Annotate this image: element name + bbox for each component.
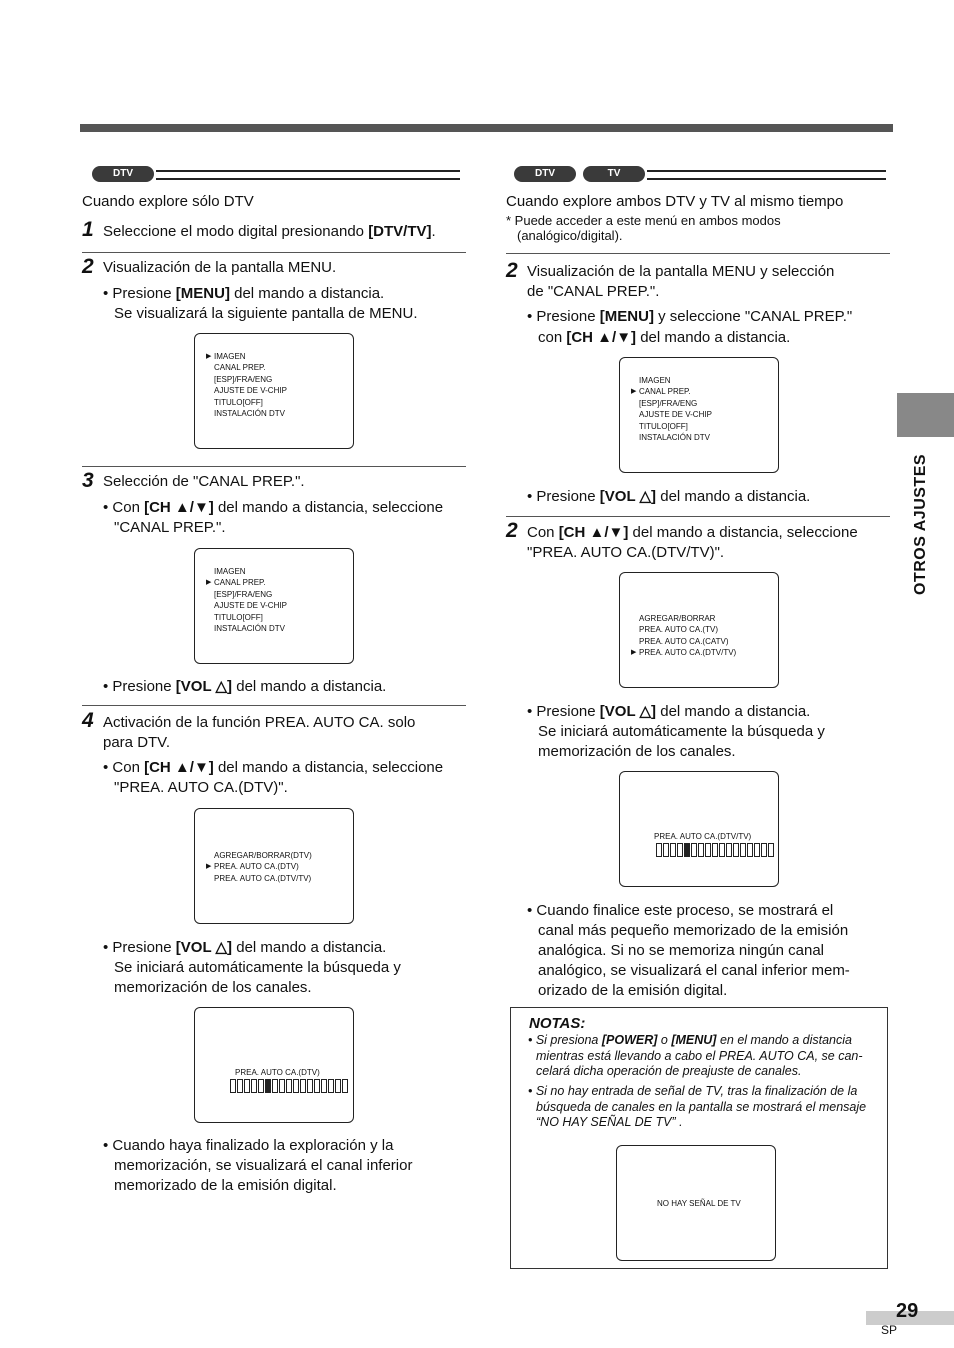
- text-line: • Cuando finalice este proceso, se mostrará el: [527, 902, 834, 919]
- ch-key: [CH ▲/▼]: [144, 499, 214, 516]
- step-bullet: [103, 284, 384, 304]
- scan-progress-bar: [230, 1079, 348, 1093]
- menu-list: [639, 613, 736, 659]
- bullet-text: del mando a distancia.: [656, 488, 811, 505]
- tv-tag: TV: [583, 166, 645, 182]
- menu-item: [ESP]/FRA/ENG: [214, 374, 273, 384]
- scan-progress-bar: [656, 843, 774, 857]
- menu-item: INSTALACIÓN DTV: [214, 624, 285, 634]
- bullet-text: y seleccione "CANAL PREP.": [653, 308, 853, 325]
- final-note: [527, 901, 897, 1001]
- note-line: • Si no hay entrada de señal de TV, tras la finalización de la: [528, 1084, 858, 1098]
- menu-item: AGREGAR/BORRAR: [639, 614, 716, 623]
- step-number: 2: [82, 255, 94, 278]
- bullet-text: del mando a distancia.: [636, 329, 791, 346]
- step-text: "PREA. AUTO CA.(DTV/TV)".: [527, 544, 725, 561]
- menu-item: PREA. AUTO CA.(DTV): [214, 862, 299, 872]
- scan-label: PREA. AUTO CA.(DTV/TV): [654, 832, 752, 841]
- menu-item: CANAL PREP.: [214, 363, 266, 373]
- step-text: Activación de la función PREA. AUTO CA. solo: [103, 714, 416, 731]
- menu-list: [639, 375, 712, 443]
- ch-key: [CH ▲/▼]: [566, 329, 637, 346]
- scan-screen: [619, 771, 779, 887]
- menu-screen: [194, 548, 354, 664]
- step-text: Selección de "CANAL PREP.".: [103, 473, 305, 490]
- bullet-text: del mando a distancia.: [656, 703, 811, 720]
- step-text: Seleccione el modo digital presionando: [103, 223, 369, 240]
- dtv-tv-key: [DTV/TV]: [368, 223, 432, 240]
- step-text: de "CANAL PREP.".: [527, 283, 660, 300]
- step-number: 2: [506, 519, 518, 542]
- menu-list: [214, 566, 287, 634]
- divider: [82, 252, 466, 253]
- final-note: [103, 1136, 473, 1196]
- menu-item: AJUSTE DE V-CHIP: [214, 386, 287, 396]
- note-text: en el mando a distancia: [716, 1033, 852, 1047]
- vol-key: [VOL △]: [175, 939, 233, 956]
- vol-key: [VOL △]: [599, 703, 657, 720]
- menu-item: TITULO[OFF]: [214, 397, 263, 407]
- page-language: SP: [881, 1323, 898, 1337]
- menu-screen: [619, 572, 779, 688]
- menu-item: [ESP]/FRA/ENG: [214, 589, 273, 599]
- step-bullet: [527, 307, 852, 327]
- bullet-text: • Presione: [527, 308, 600, 325]
- menu-screen: [194, 808, 354, 924]
- header-line: [647, 170, 886, 180]
- cursor-arrow-icon: ▶: [206, 353, 212, 360]
- divider: [506, 253, 890, 254]
- vol-key: [VOL △]: [175, 678, 233, 695]
- menu-screen: [194, 333, 354, 449]
- notes-box: [510, 1007, 888, 1269]
- note-1: [528, 1033, 883, 1080]
- text-line: memorizado de la emisión digital.: [114, 1177, 337, 1194]
- cursor-arrow-icon: ▶: [206, 863, 212, 870]
- menu-item: INSTALACIÓN DTV: [639, 433, 710, 443]
- notes-title: NOTAS:: [529, 1015, 586, 1032]
- step-bullet: [103, 498, 443, 518]
- bullet-text: • Presione: [103, 939, 176, 956]
- menu-item: TITULO[OFF]: [639, 421, 688, 431]
- step-text: para DTV.: [103, 734, 170, 751]
- step-text: Visualización de la pantalla MENU y selección: [527, 263, 835, 280]
- bullet-line: [527, 702, 897, 722]
- side-tab-label: OTROS AJUSTES: [912, 453, 929, 595]
- menu-item: PREA. AUTO CA.(DTV/TV): [639, 648, 737, 658]
- note-line: búsqueda de canales en la pantalla se mostrará el mensaje: [536, 1099, 867, 1114]
- step-bullet: [103, 758, 443, 778]
- menu-item: IMAGEN: [214, 352, 246, 361]
- step-end: .: [431, 223, 436, 240]
- bullet-line: "PREA. AUTO CA.(DTV)".: [114, 779, 288, 796]
- vol-instruction: [527, 702, 897, 762]
- power-key: [POWER]: [601, 1033, 658, 1047]
- bullet-line: [538, 328, 790, 348]
- bullet-text: del mando a distancia.: [229, 285, 385, 302]
- bullet-text: del mando a distancia, seleccione: [213, 499, 444, 516]
- note-line: celará dicha operación de preajuste de canales.: [536, 1064, 802, 1078]
- bullet-text: del mando a distancia, seleccione: [213, 759, 444, 776]
- right-heading: Cuando explore ambos DTV y TV al mismo tiempo: [506, 193, 844, 210]
- text-line: orizado de la emisión digital.: [538, 982, 728, 999]
- bullet-text: • Presione: [103, 285, 176, 302]
- access-note: (analógico/digital).: [517, 228, 623, 243]
- menu-item: IMAGEN: [639, 376, 671, 385]
- cursor-arrow-icon: ▶: [631, 388, 637, 395]
- menu-key: [MENU]: [175, 285, 230, 302]
- bullet-line: Se visualizará la siguiente pantalla de MENU.: [114, 305, 418, 322]
- menu-item: IMAGEN: [214, 567, 246, 576]
- note-text: o: [657, 1033, 672, 1047]
- step-number: 3: [82, 469, 94, 492]
- bullet-text: • Presione: [527, 488, 600, 505]
- note-line: [528, 1033, 883, 1049]
- menu-item: AJUSTE DE V-CHIP: [639, 410, 712, 420]
- text-line: analógico, se visualizará el canal inferior mem-: [538, 962, 850, 979]
- bullet-line: Se iniciará automáticamente la búsqueda y: [114, 959, 401, 976]
- bullet-line: "CANAL PREP.".: [114, 519, 226, 536]
- menu-item: CANAL PREP.: [214, 578, 266, 588]
- bullet-text: • Presione: [527, 703, 600, 720]
- bullet-text: • Con: [103, 759, 145, 776]
- vol-instruction: [103, 677, 386, 697]
- access-note: * Puede acceder a este menú en ambos modos: [506, 213, 781, 228]
- bullet-text: del mando a distancia.: [232, 939, 387, 956]
- bullet-text: • Con: [103, 499, 145, 516]
- text-line: • Cuando haya finalizado la exploración y la: [103, 1137, 394, 1154]
- divider: [82, 705, 466, 706]
- bullet-line: memorización de los canales.: [114, 979, 312, 996]
- menu-item: PREA. AUTO CA.(TV): [639, 625, 718, 635]
- divider: [506, 516, 890, 517]
- menu-key: [MENU]: [671, 1033, 717, 1047]
- text-line: analógica. Si no se memoriza ningún canal: [538, 942, 825, 959]
- menu-screen: [619, 357, 779, 473]
- menu-item: CANAL PREP.: [639, 387, 691, 397]
- note-line: “NO HAY SEÑAL DE TV” .: [536, 1115, 683, 1129]
- bullet-line: [103, 938, 473, 958]
- ch-key: [CH ▲/▼]: [144, 759, 214, 776]
- note-2: [528, 1084, 883, 1131]
- ch-key: [CH ▲/▼]: [558, 524, 629, 541]
- scan-label: PREA. AUTO CA.(DTV): [235, 1068, 320, 1077]
- scan-screen: [194, 1007, 354, 1123]
- menu-item: TITULO[OFF]: [214, 612, 263, 622]
- step-number: 4: [82, 709, 94, 732]
- step-text: [527, 523, 858, 543]
- step-text: Visualización de la pantalla MENU.: [103, 259, 337, 276]
- menu-list: [214, 850, 312, 884]
- note-text: • Si presiona: [528, 1033, 602, 1047]
- dtv-tag: DTV: [514, 166, 576, 182]
- dtv-tag: DTV: [92, 166, 154, 182]
- page-number: 29: [896, 1300, 919, 1322]
- no-signal-screen: [616, 1145, 776, 1261]
- bullet-text: • Presione: [103, 678, 176, 695]
- vol-instruction: [103, 938, 473, 998]
- step-text-part: Con: [527, 524, 559, 541]
- step-number: 1: [82, 218, 94, 241]
- text-line: canal más pequeño memorizado de la emisión: [538, 922, 849, 939]
- menu-item: AGREGAR/BORRAR(DTV): [214, 851, 312, 860]
- step-number: 2: [506, 259, 518, 282]
- right-section-header: [512, 165, 886, 183]
- menu-item: INSTALACIÓN DTV: [214, 409, 285, 419]
- menu-item: PREA. AUTO CA.(CATV): [639, 636, 729, 646]
- vol-instruction: [527, 487, 810, 507]
- bullet-text: del mando a distancia.: [232, 678, 387, 695]
- header-line: [156, 170, 460, 180]
- side-tab-marker: [897, 393, 954, 437]
- bullet-line: memorización de los canales.: [538, 743, 736, 760]
- cursor-arrow-icon: ▶: [631, 649, 637, 656]
- cursor-arrow-icon: ▶: [206, 579, 212, 586]
- note-line: mientras está llevando a cabo el PREA. AUTO CA, se can-: [536, 1048, 863, 1063]
- top-rule: [80, 124, 893, 132]
- step-text-part: del mando a distancia, seleccione: [628, 524, 858, 541]
- bullet-line: Se iniciará automáticamente la búsqueda y: [538, 723, 825, 740]
- menu-item: [ESP]/FRA/ENG: [639, 398, 698, 408]
- menu-list: [214, 351, 287, 419]
- menu-item: PREA. AUTO CA.(DTV/TV): [214, 873, 312, 883]
- bullet-text: con: [538, 329, 567, 346]
- left-section-header: [90, 165, 462, 183]
- divider: [82, 466, 466, 467]
- menu-item: AJUSTE DE V-CHIP: [214, 601, 287, 611]
- text-line: memorización, se visualizará el canal inferior: [114, 1157, 413, 1174]
- vol-key: [VOL △]: [599, 488, 657, 505]
- menu-key: [MENU]: [599, 308, 654, 325]
- left-heading: Cuando explore sólo DTV: [82, 193, 254, 210]
- no-signal-message: NO HAY SEÑAL DE TV: [657, 1199, 741, 1208]
